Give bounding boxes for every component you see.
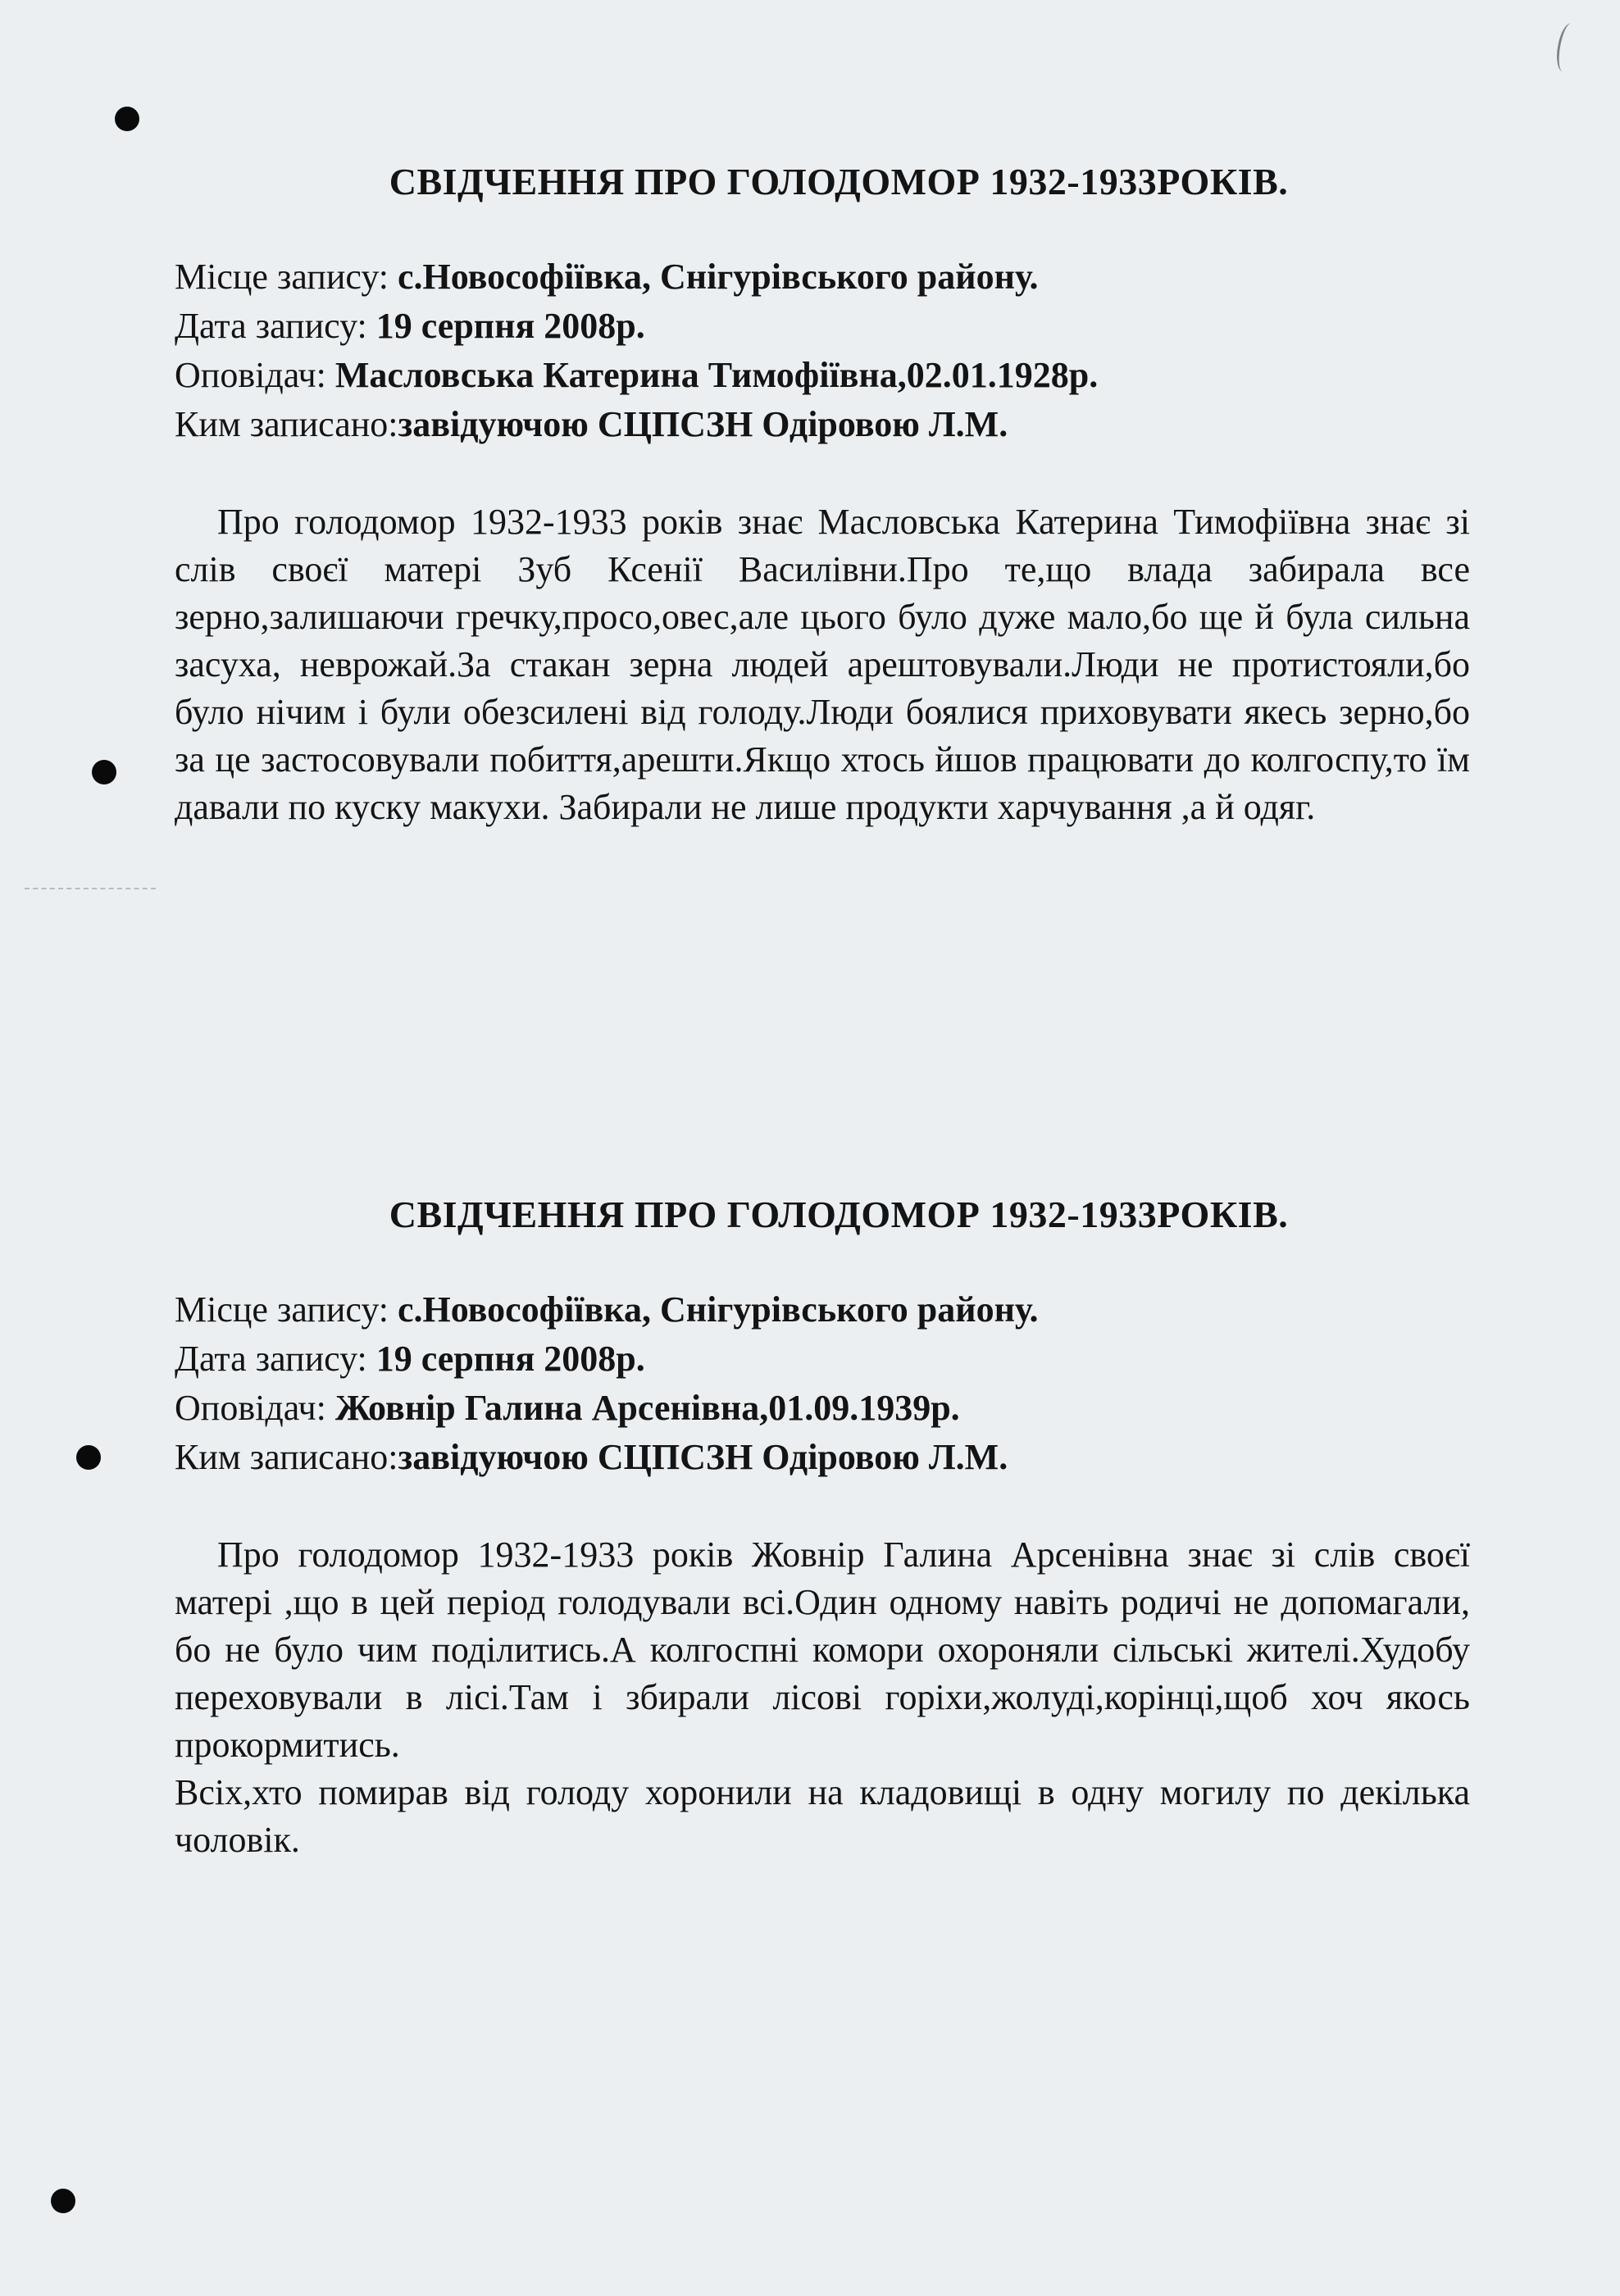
punch-hole (92, 760, 116, 784)
recorded-by-label: Ким записано: (175, 404, 398, 444)
narrator (175, 1384, 1470, 1433)
narrator-label: Оповідач: (175, 1388, 335, 1428)
testimony-2 (175, 1193, 1470, 1864)
fold-crease (25, 888, 156, 889)
testimony-paragraph: Про голодомор 1932-1933 років знає Масловська Катерина Тимофіївна знає зі слів своєї матері Зуб Ксенії Василівни.Про те,що влада забирала все зерно,залишаючи гречку,просо,овес,але цього було дуже мало,бо ще й була сильна засуха, неврожай.За стакан зерна людей арештовували.Люди не протистояли,бо було нічим і були обезсилені від голоду.Люди боялися приховувати якесь зерно,бо за це застосовували побиття,арешти.Якщо хтось йшов працювати до колгоспу,то їм давали по куску макухи. Забирали не лише продукти харчування ,а й одяг. (175, 502, 1470, 827)
record-place (175, 1285, 1470, 1334)
record-date-value: 19 серпня 2008р. (375, 1339, 645, 1379)
record-date-value: 19 серпня 2008р. (375, 306, 645, 346)
record-place-label: Місце запису: (175, 1289, 398, 1330)
testimony-body (175, 1531, 1470, 1864)
record-place-value: с.Новософіївка, Снігурівського району. (397, 1289, 1039, 1330)
page-corner-mark (1554, 21, 1581, 73)
testimony-paragraph: Про голодомор 1932-1933 років Жовнір Галина Арсенівна знає зі слів своєї матері ,що в цей період голодували всі.Один одному навіть родичі не допомагали, бо не було чим поділитись.А колгоспні комори охороняли сільські жителі.Худобу переховували в лісі.Там і збирали лісові горіхи,жолуді,корінці,щоб хоч якось прокормитись. (175, 1534, 1470, 1765)
testimony-paragraph: Всіх,хто помирав від голоду хоронили на кладовищі в одну могилу по декілька чоловік. (175, 1772, 1470, 1860)
punch-hole (76, 1445, 101, 1470)
record-date (175, 302, 1470, 351)
testimony-body (175, 498, 1470, 831)
recorded-by-label: Ким записано: (175, 1437, 398, 1477)
record-place-value: с.Новософіївка, Снігурівського району. (397, 257, 1039, 297)
narrator-value: Масловська Катерина Тимофіївна,02.01.1928р. (334, 355, 1099, 395)
recorded-by-value: завідуючою СЦПСЗН Одіровою Л.М. (398, 404, 1008, 444)
narrator (175, 351, 1470, 400)
testimony-1 (175, 160, 1470, 831)
narrator-label: Оповідач: (175, 355, 335, 395)
recorded-by (175, 1433, 1470, 1482)
punch-hole (51, 2189, 75, 2213)
recorded-by (175, 400, 1470, 449)
record-place (175, 252, 1470, 302)
record-date-label: Дата запису: (175, 306, 376, 346)
testimony-heading: СВІДЧЕННЯ ПРО ГОЛОДОМОР 1932-1933РОКІВ. (389, 1193, 1289, 1235)
punch-hole (115, 107, 139, 131)
testimony-heading: СВІДЧЕННЯ ПРО ГОЛОДОМОР 1932-1933РОКІВ. (389, 161, 1289, 202)
narrator-value: Жовнір Галина Арсенівна,01.09.1939р. (334, 1388, 960, 1428)
record-place-label: Місце запису: (175, 257, 398, 297)
record-date-label: Дата запису: (175, 1339, 376, 1379)
recorded-by-value: завідуючою СЦПСЗН Одіровою Л.М. (398, 1437, 1008, 1477)
record-date (175, 1334, 1470, 1384)
